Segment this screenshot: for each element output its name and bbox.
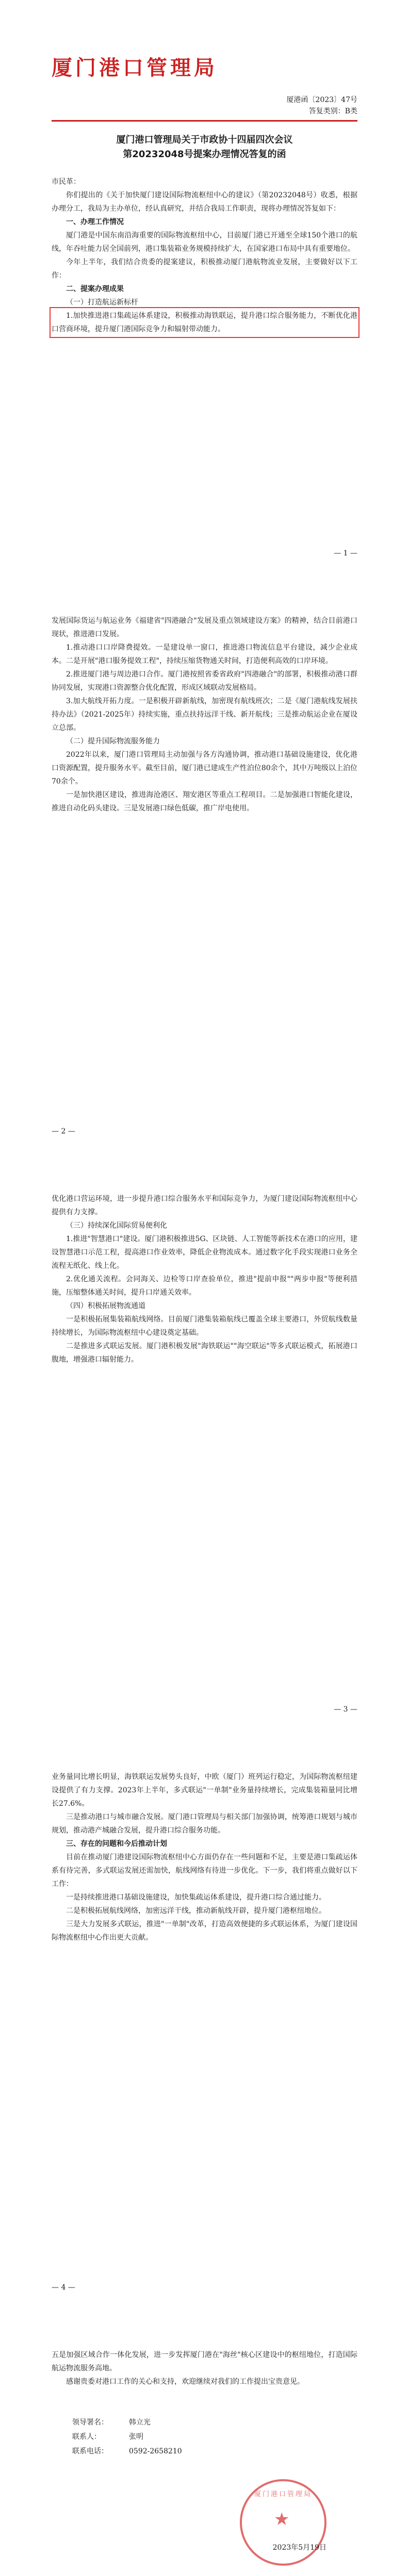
paragraph: 2.推进厦门港与周边港口合作。厦门港按照省委省政府"四港融合"的部署，积极推动港口群协同发展，实现港口资源整合优化配置，形成区域联动发展格局。 [52,670,357,692]
masthead: 厦门港口管理局 [52,56,218,80]
subsection-heading: （一）打造航运新标杆 [66,298,138,307]
paragraph: 一是积极拓展集装箱航线网络。目前厦门港集装箱航线已覆盖全球主要港口，外贸航线数量持续增长，为国际物流枢纽中心建设奠定基础。 [52,1315,357,1337]
paragraph: 发展国际货运与航运业务《福建省"四港融合"发展及重点领域建设方案》的精神，结合目前港口现状，推进港口发展。 [52,617,357,638]
paragraph: 3.加大航线开拓力度。一是积极开辟新航线，加密现有航线班次；二是《厦门港航线发展扶持办法》（2021-2025年）持续实施，重点扶持远洋干线、新开航线；三是推动航运企业在厦设立总部。 [52,697,357,732]
subsection-heading: （四）积极拓展物流通道 [66,1302,145,1310]
paragraph: 今年上半年，我们结合贵委的提案建议，积极推动厦门港航物流业发展，主要做好以下工作： [52,258,357,280]
star-icon: ★ [274,2509,290,2530]
phone-number: 0592-2658210 [129,2447,182,2455]
page-1 [0,0,409,578]
page-number: — 4 — [52,2283,75,2292]
subsection-heading: （三）持续深化国际贸易便利化 [66,1222,167,1230]
paragraph: 2022年以来，厦门港口管理局主动加强与各方沟通协调，推动港口基础设施建设，优化港口资源配置，提升服务水平。截至目前，厦门港已建成生产性泊位80余个，其中万吨级以上泊位70余个。 [52,751,357,786]
subsection-heading: （二）提升国际物流服务能力 [66,737,160,745]
red-rule [52,120,357,122]
doc-number: 厦港函〔2023〕47号 [286,96,357,104]
paragraph: 一是持续推进港口基础设施建设，加快集疏运体系建设，提升港口综合通过能力。 [66,1893,326,1902]
section-heading: 三、存在的问题和今后推动计划 [66,1840,167,1848]
paragraph: 二是推进多式联运发展。厦门港积极发展"海铁联运""海空联运"等多式联运模式，拓展港口腹地，增强港口辐射能力。 [52,1342,357,1364]
paragraph: 五是加强区域合作一体化发展，进一步发挥厦门港在"海丝"核心区建设中的枢纽地位，打造国际航运物流服务高地。 [52,2351,357,2372]
paragraph: 你们提出的《关于加快厦门建设国际物流枢纽中心的建议》（第20232048号）收悉，根据办理分工，我局为主办单位，经认真研究，并结合我局工作职责，现将办理情况答复如下： [52,191,357,213]
paragraph: 2.优化通关流程。会同海关、边检等口岸查验单位，推进"提前申报""两步申报"等便利措施，压缩整体通关时间，提升口岸通关效率。 [52,1275,357,1297]
contact-name: 张明 [129,2433,143,2441]
page-2 [0,578,409,1156]
paragraph: 三是大力发展多式联运，推进"一单制"改革，打造高效便捷的多式联运体系，为厦门建设国际物流枢纽中心作出更大贡献。 [52,1920,357,1942]
doc-category: 答复类别：B类 [308,107,357,115]
doc-meta [52,94,357,117]
paragraph: 厦门港是中国东南沿海重要的国际物流枢纽中心，目前厦门港已开通至全球150个港口的航线，年吞吐能力居全国前列，港口集装箱业务规模持续扩大，在国家港口布局中具有重要地位。 [52,231,357,253]
paragraph: 目前在推动厦门港建设国际物流枢纽中心方面仍存在一些问题和不足，主要是港口集疏运体系有待完善，多式联运发展还需加快，航线网络有待进一步优化。下一步，我们将重点做好以下工作： [52,1853,357,1888]
page-3 [0,1156,409,1734]
page-number: — 3 — [334,1705,357,1714]
leader-label: 领导署名： [72,2418,108,2427]
paragraph: 一是加快港区建设，推进海沧港区、翔安港区等重点工程项目。二是加强港口智能化建设，推进自动化码头建设。三是发展港口绿色低碳，推广岸电使用。 [52,791,357,812]
paragraph: 二是积极拓展航线网络，加密远洋干线，推动新航线开辟，提升厦门港枢纽地位。 [66,1907,326,1915]
page-5 [0,2312,409,2576]
paragraph: 1.推进"智慧港口"建设。厦门港积极推进5G、区块链、人工智能等新技术在港口的应用，建设智慧港口示范工程，提高港口作业效率，降低企业物流成本。通过数字化手段实现港口业务全流程无纸化、线上化。 [52,1235,357,1270]
document-title: 厦门港口管理局关于市政协十四届四次会议 第20232048号提案办理情况答复的函 [116,134,293,160]
page-4 [0,1734,409,2312]
section-heading: 一、办理工作情况 [66,218,124,226]
paragraph: 业务量同比增长明显，海铁联运发展势头良好，中欧（厦门）班列运行稳定，为国际物流枢纽建设提供了有力支撑。2023年上半年，多式联运"一单制"业务量持续增长，完成集装箱量同比增长27.6%。 [52,1773,357,1808]
page-number: — 1 — [334,549,357,557]
leader-name: 韩立光 [129,2418,151,2427]
paragraph: 1.推动港口口岸降费提效。一是建设单一窗口，推进港口物流信息平台建设，减少企业成本。二是开展"港口服务提效工程"，持续压缩货物通关时间，打造便利高效的口岸环境。 [52,643,357,665]
paragraph: 三是推动港口与城市融合发展。厦门港口管理局与相关部门加强协调，统筹港口规划与城市规划，推动港产城融合发展，提升港口综合服务功能。 [52,1813,357,1835]
section-heading: 二、提案办理成果 [66,285,124,293]
highlighted-paragraph: 1.加快推进港口集疏运体系建设，积极推动海铁联运，提升港口综合服务能力，不断优化港口营商环境，提升厦门港国际竞争力和辐射带动能力。 [52,309,357,336]
seal-text: 厦门港口管理局 [254,2490,312,2498]
page-number: — 2 — [52,1127,75,1136]
phone-label: 联系电话： [72,2447,108,2455]
paragraph: 优化港口营运环境，进一步提升港口综合服务水平和国际竞争力，为厦门建设国际物流枢纽中心提供有力支撑。 [52,1195,357,1216]
issue-date: 2023年5月19日 [272,2544,326,2552]
salutation: 市民革： [52,178,80,186]
paragraph: 感谢贵委对港口工作的关心和支持，欢迎继续对我们的工作提出宝贵意见。 [66,2378,304,2386]
contact-label: 联系人： [72,2433,101,2441]
signature-block [72,2415,357,2459]
